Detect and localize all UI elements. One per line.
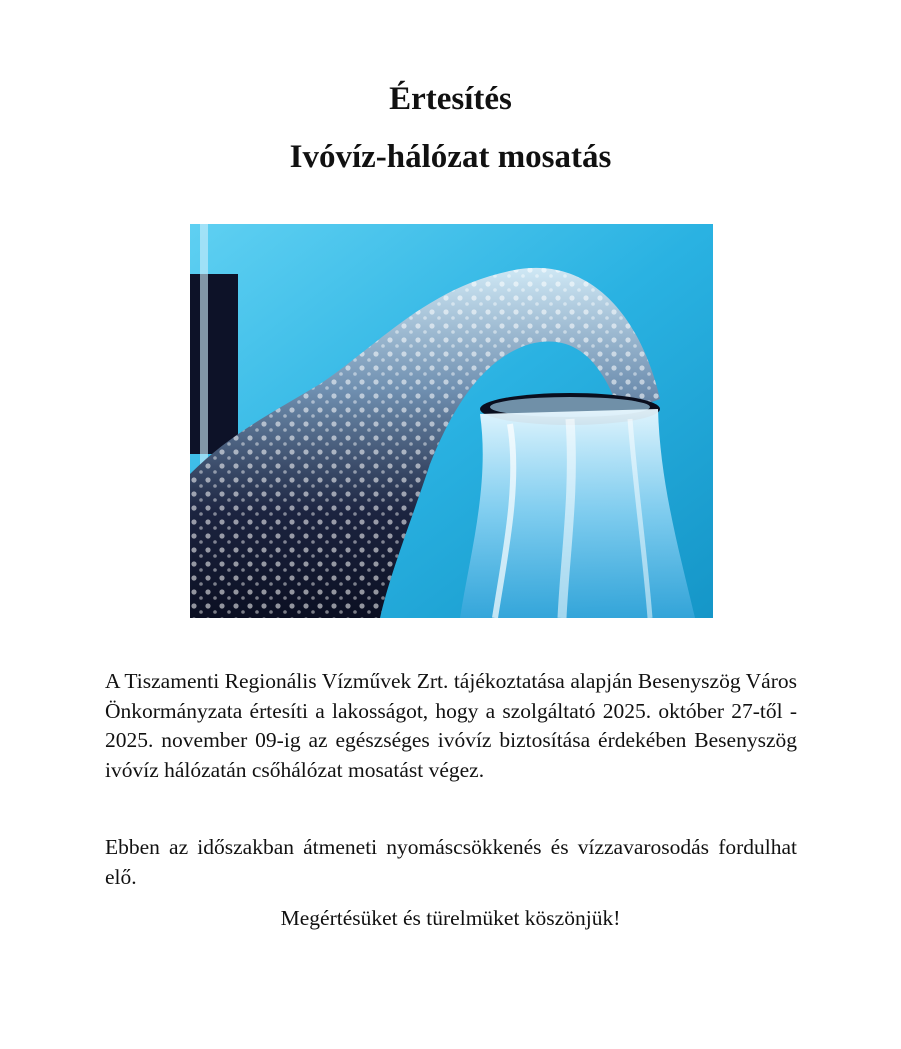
- closing-line: Megértésüket és türelmüket köszönjük!: [280, 906, 621, 930]
- faucet-illustration: [190, 224, 713, 618]
- notice-subtitle: Ivóvíz-hálózat mosatás: [289, 139, 612, 175]
- notice-paragraph-2: Ebben az időszakban átmeneti nyomáscsökkenés és vízzavarosodás fordulhat elő.: [105, 835, 797, 889]
- notice-title: Értesítés: [389, 81, 512, 117]
- notice-paragraph-1: A Tiszamenti Regionális Vízművek Zrt. tájékoztatása alapján Besenyszög Város Önkormányzata értesíti a lakosságot, hogy a szolgáltató 2025. október 27-től - 2025. november 09-ig az egészséges ivóvíz biztosítása érdekében Besenyszög ivóvíz hálózatán csőhálózat mosatást végez.: [105, 669, 797, 782]
- faucet-water-photo: [190, 224, 713, 618]
